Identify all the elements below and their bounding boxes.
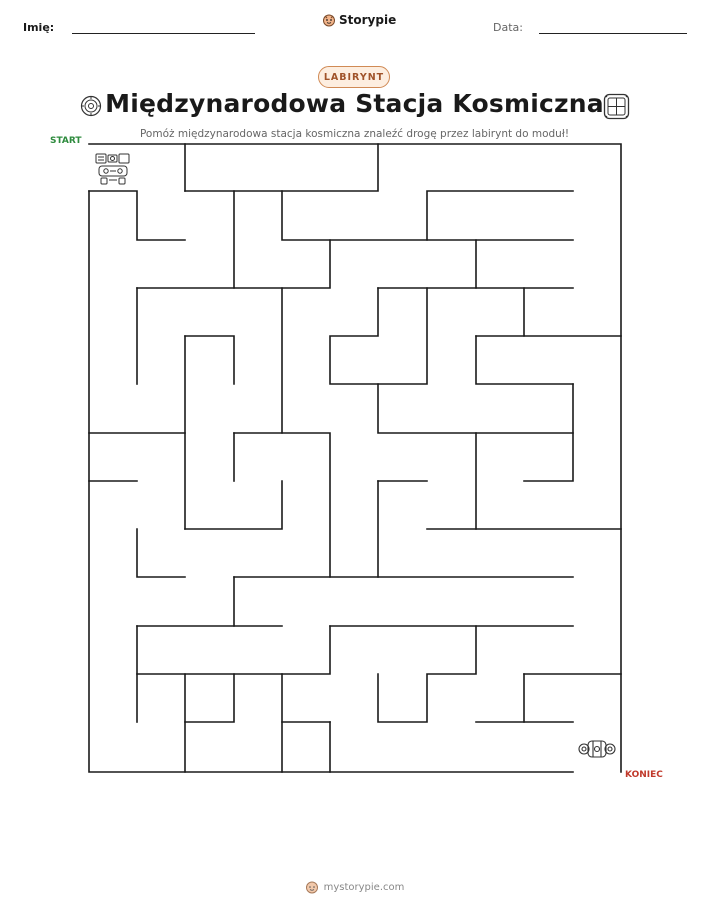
maze-wall: [185, 336, 234, 384]
storypie-logo-icon: [305, 880, 319, 894]
maze-outer-wall: [89, 191, 573, 772]
maze-wall: [476, 336, 573, 384]
space-station-module-icon: [578, 736, 616, 762]
astronaut-robot-icon: [94, 152, 132, 186]
maze-wall: [185, 144, 378, 191]
maze-wall: [137, 529, 185, 577]
maze-wall: [378, 626, 476, 722]
maze-wall: [427, 191, 573, 240]
maze-wall: [378, 384, 573, 433]
date-label: Data:: [493, 21, 523, 34]
page-subtitle: Pomóż międzynarodowa stacja kosmiczna znaleźć drogę przez labirynt do moduł!: [139, 128, 570, 140]
maze-wall: [524, 288, 621, 336]
maze-wall: [330, 288, 427, 384]
maze-end-label: KONIEC: [625, 770, 663, 780]
maze-wall: [476, 240, 573, 288]
maze-wall: [185, 481, 282, 529]
maze-outer-wall: [89, 144, 621, 772]
page-title: Międzynarodowa Stacja Kosmiczna: [105, 89, 604, 118]
maze-wall: [185, 626, 330, 772]
name-label: Imię:: [23, 21, 55, 34]
footer: [0, 880, 709, 894]
brand-name: Storypie: [339, 13, 397, 27]
category-badge: LABIRYNT: [318, 66, 390, 88]
maze-start-label: START: [50, 136, 82, 146]
footer-url[interactable]: mystorypie.com: [323, 881, 405, 893]
maze-wall: [89, 191, 185, 240]
maze-wall: [185, 674, 234, 722]
